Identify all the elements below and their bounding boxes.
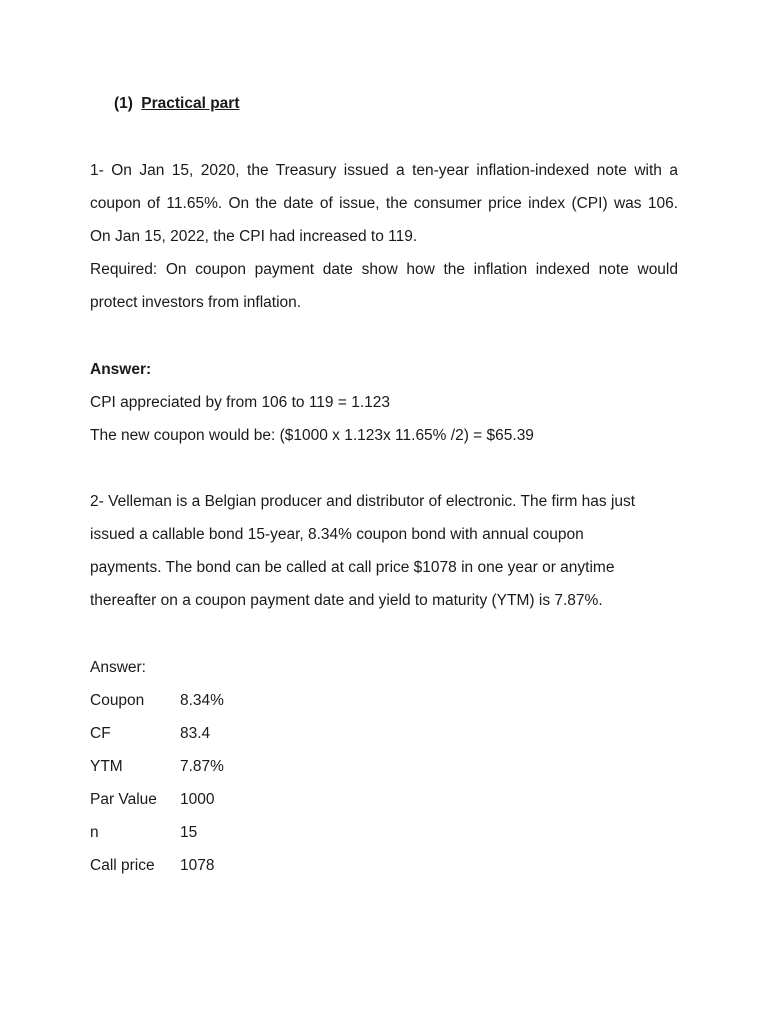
question-1-line: 1- On Jan 15, 2020, the Treasury issued a ten-year inflation-indexed note with a [90,162,678,179]
section-title: Practical part [141,95,240,112]
section-heading [114,95,239,113]
question-1-line: On Jan 15, 2022, the CPI had increased to 119. [90,228,418,245]
answer-1-line: CPI appreciated by from 106 to 119 = 1.123 [90,394,391,411]
value-row [90,750,224,783]
value-row [90,849,215,882]
question-2-line: payments. The bond can be called at call price $1078 in one year or anytime [90,559,615,576]
value-row [90,684,224,717]
value-key: Call price [90,857,155,874]
question-2-line: 2- Velleman is a Belgian producer and distributor of electronic. The firm has just [90,493,636,510]
value-row [90,783,215,816]
question-2-line: thereafter on a coupon payment date and yield to maturity (YTM) is 7.87%. [90,592,603,609]
answer-1-line: The new coupon would be: ($1000 x 1.123x 11.65% /2) = $65.39 [90,427,534,444]
value-value: 7.87% [180,758,224,775]
section-number: (1) [114,95,133,112]
question-1-line: Required: On coupon payment date show how the inflation indexed note would [90,261,678,278]
value-key: n [90,824,99,841]
value-value: 15 [180,824,198,841]
value-value: 1000 [180,791,215,808]
question-2-line: issued a callable bond 15-year, 8.34% coupon bond with annual coupon [90,526,584,543]
answer-1-label: Answer: [90,361,152,378]
question-1 [90,154,678,319]
value-value: 83.4 [180,725,211,742]
answer-2-label: Answer: [90,659,146,676]
value-row [90,717,211,750]
value-key: CF [90,725,111,742]
question-1-line: coupon of 11.65%. On the date of issue, the consumer price index (CPI) was 106. [90,195,678,212]
value-key: Coupon [90,692,145,709]
value-value: 8.34% [180,692,224,709]
value-row [90,816,198,849]
value-value: 1078 [180,857,215,874]
question-2 [90,485,678,617]
answer-1 [90,353,678,452]
value-key: YTM [90,758,123,775]
question-1-line: protect investors from inflation. [90,294,302,311]
answer-2 [90,651,678,684]
value-key: Par Value [90,791,157,808]
